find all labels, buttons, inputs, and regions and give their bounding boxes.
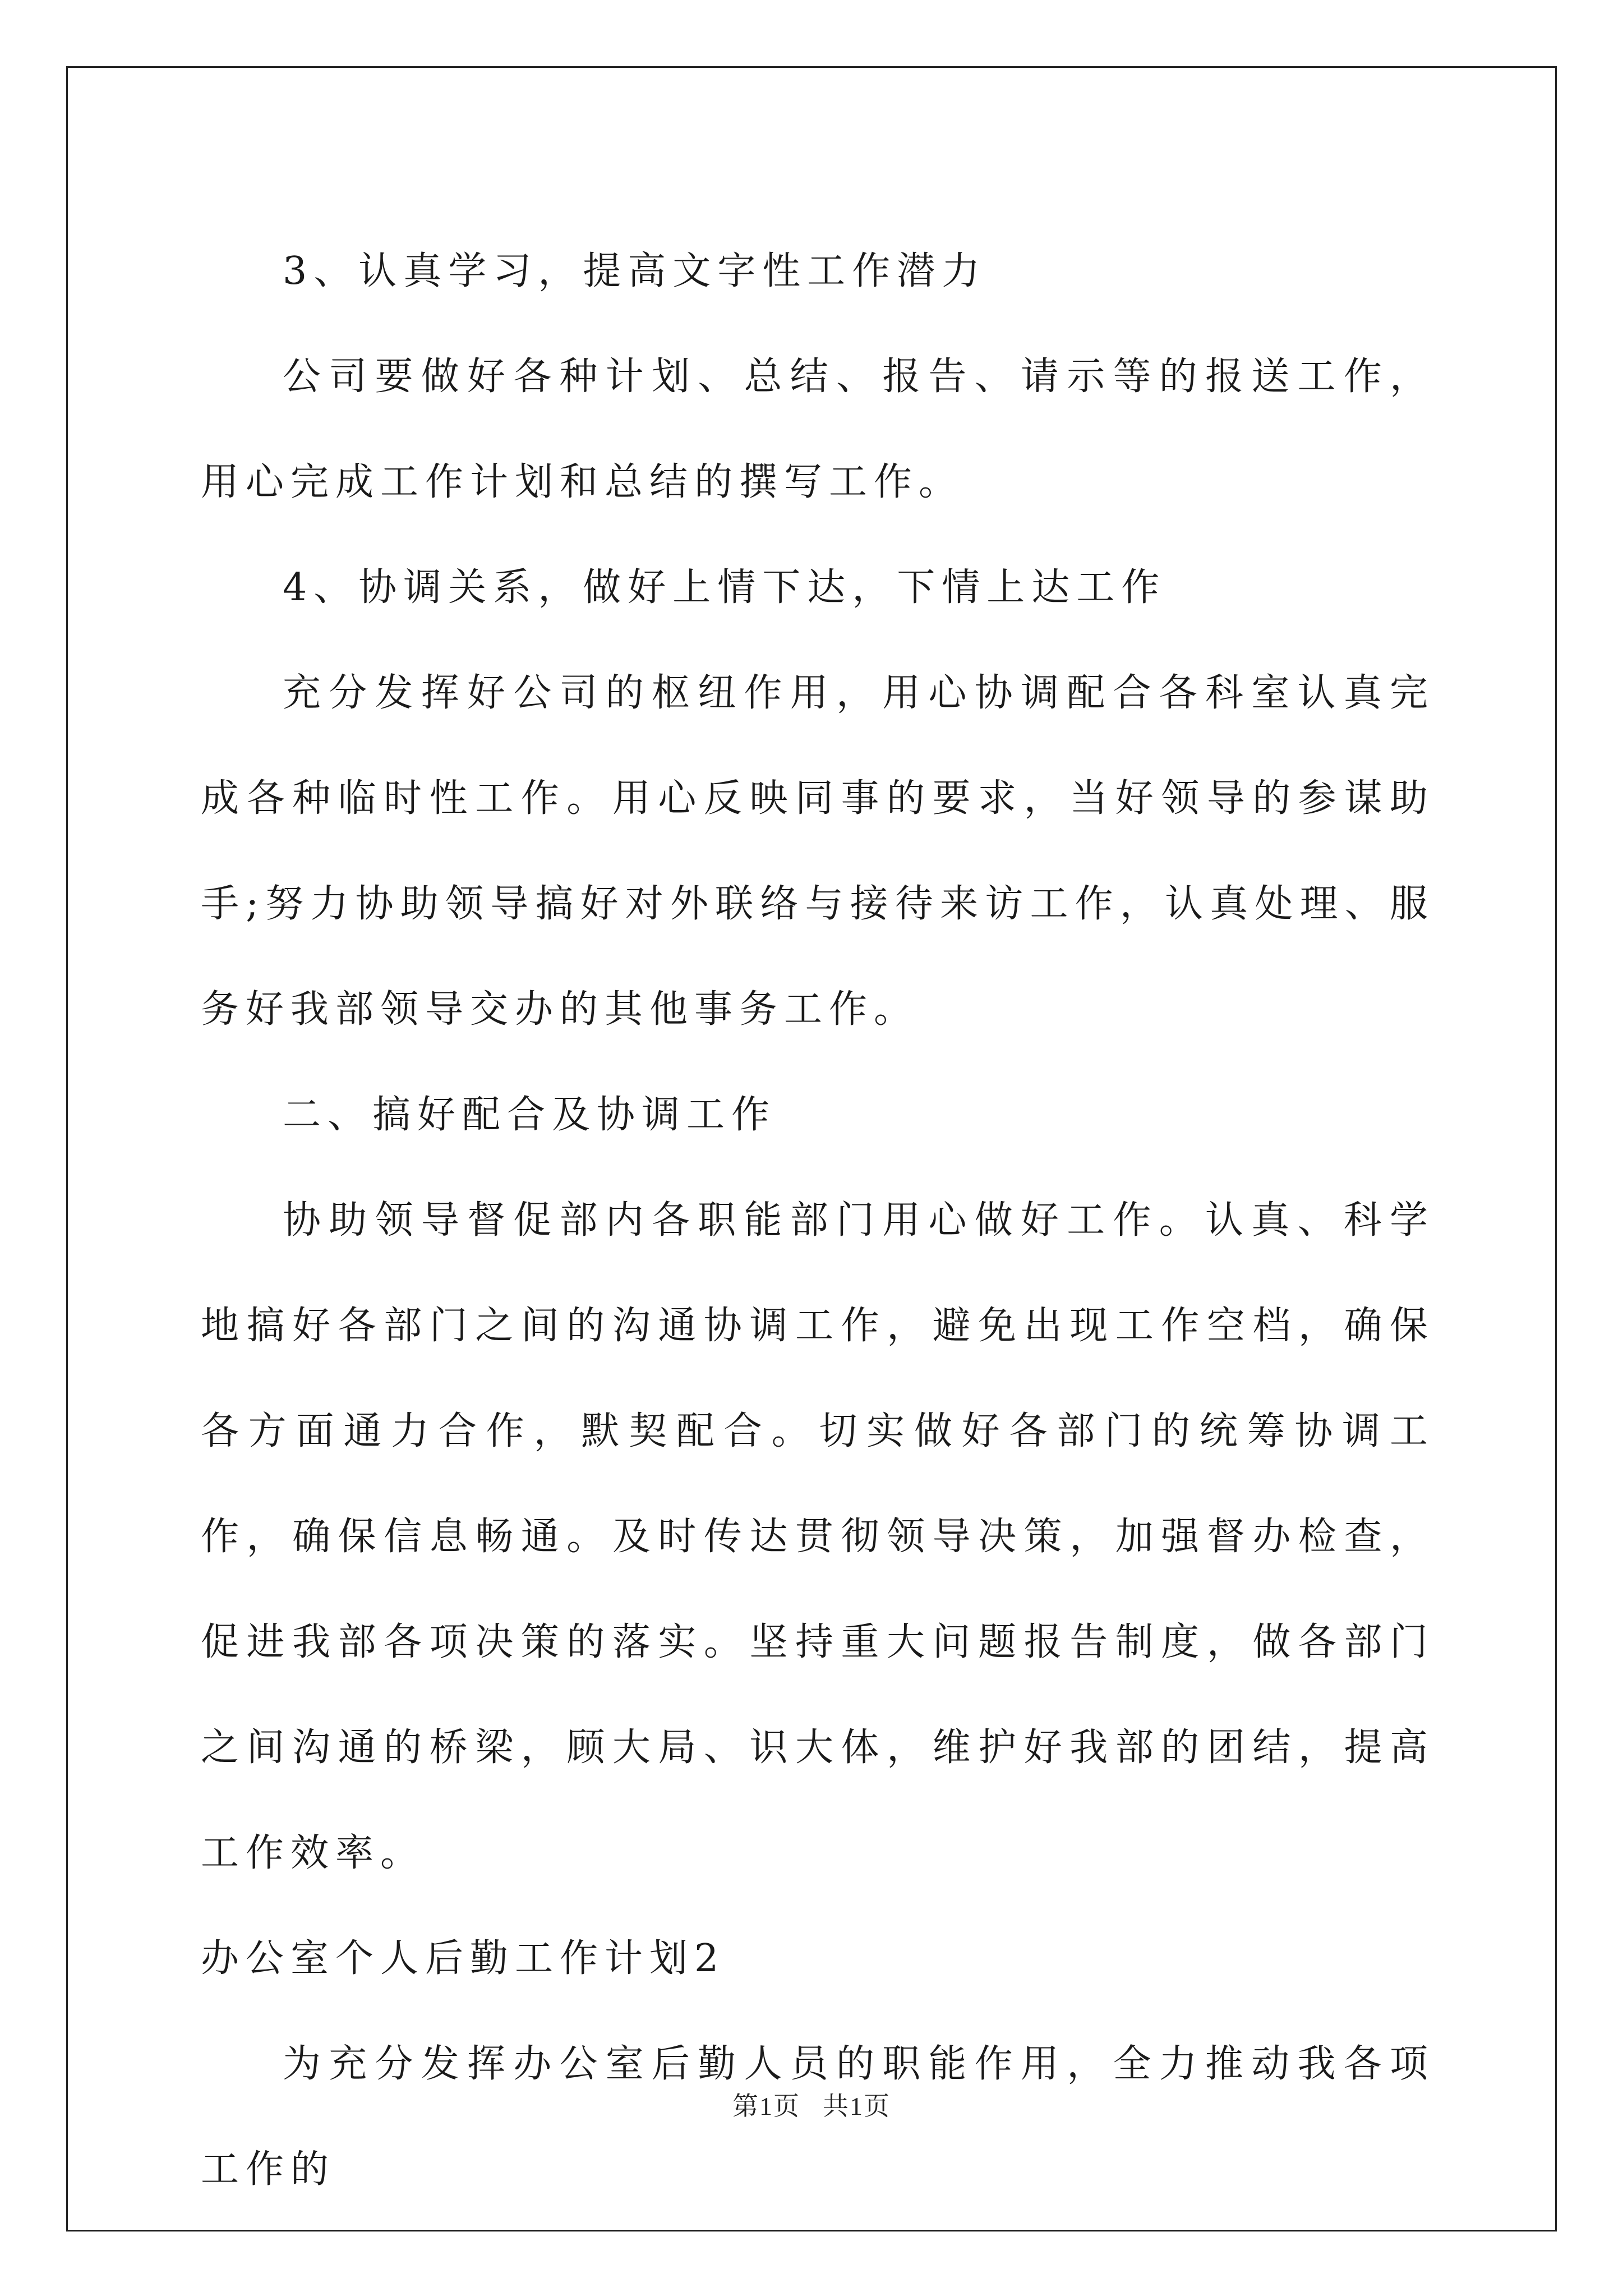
paragraph-reporting: 公司要做好各种计划、总结、报告、请示等的报送工作，用心完成工作计划和总结的撰写工作。 [201,355,1435,504]
paragraph-intro-plan-2: 为充分发挥办公室后勤人员的职能作用，全力推动我各项工作的 [201,2042,1435,2192]
page-footer [0,2086,1623,2123]
paragraph-coordination: 充分发挥好公司的枢纽作用，用心协调配合各科室认真完成各种临时性工作。用心反映同事的要求，当好领导的参谋助手;努力协助领导搞好对外联络与接待来访工作，认真处理、服务好我部领导交办的其他事务工作。 [201,671,1435,1032]
heading-item-3: 3、认真学习，提高文字性工作潜力 [283,249,987,293]
document-subtitle: 办公室个人后勤工作计划2 [201,1936,726,1981]
document-body [201,219,1435,2223]
page-number: 第1页 [732,2092,800,2120]
page-total: 共1页 [823,2092,891,2120]
heading-section-2: 二、搞好配合及协调工作 [283,1093,777,1137]
paragraph-cooperation: 协助领导督促部内各职能部门用心做好工作。认真、科学地搞好各部门之间的沟通协调工作，避免出现工作空档，确保各方面通力合作，默契配合。切实做好各部门的统筹协调工作，确保信息畅通。及时传达贯彻领导决策，加强督办检查，促进我部各项决策的落实。坚持重大问题报告制度，做各部门之间沟通的桥梁，顾大局、识大体，维护好我部的团结，提高工作效率。 [201,1198,1435,1875]
heading-item-4: 4、协调关系，做好上情下达，下情上达工作 [283,565,1166,610]
